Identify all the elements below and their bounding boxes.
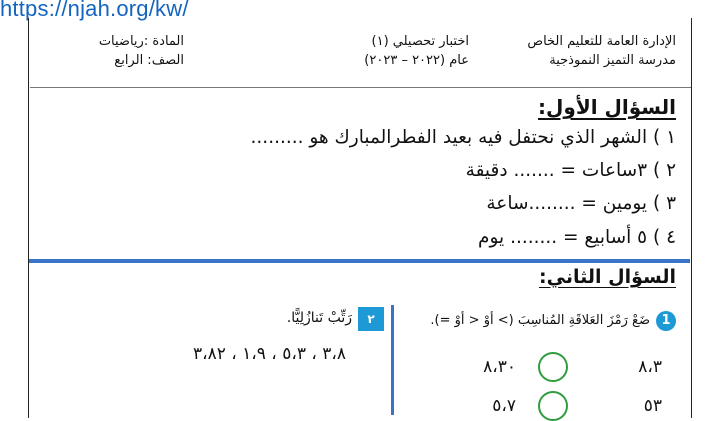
question-1-item-3: ٣ ) يومين = ........ساعة xyxy=(486,193,676,214)
compare-answer-circle-1[interactable] xyxy=(538,352,568,382)
subject-label: المادة :رياضيات xyxy=(98,34,184,49)
source-url[interactable]: https://njah.org/kw/ xyxy=(0,0,189,21)
question-2-title: السؤال الثاني: xyxy=(539,266,676,288)
column-divider xyxy=(391,305,394,415)
question-1-item-2: ٢ ) ٣ساعات = ....... دقيقة xyxy=(465,160,676,181)
part-1-instruction: ضَعْ رَمْزَ العَلاقَةِ المُناسِبَ (> أوْ < أوْ =). xyxy=(430,313,650,328)
part-2-numbers: ٣،٨ ، ٥،٣ ، ١،٩ ، ٣،٨٢ xyxy=(192,344,346,364)
section-divider xyxy=(29,259,690,263)
question-1-title: السؤال الأول: xyxy=(538,95,676,119)
school-name: مدرسة التميز النموذجية xyxy=(549,53,676,68)
question-1-item-4: ٤ ) ٥ أسابيع = ........ يوم xyxy=(478,227,676,248)
exam-title: اختبار تحصيلي (١) xyxy=(371,34,469,49)
part-2-badge: ٢ xyxy=(358,307,384,331)
compare-left-value-1: ٨،٣٠ xyxy=(483,357,516,377)
question-1-item-1: ١ ) الشهر الذي نحتفل فيه بعيد الفطرالمبارك هو ......... xyxy=(250,127,676,148)
compare-right-value-2: ٥٣ xyxy=(643,396,662,416)
compare-right-value-1: ٨،٣ xyxy=(638,357,662,377)
exam-year: عام (٢٠٢٢ – ٢٠٢٣) xyxy=(364,53,469,68)
part-1-badge: 1 xyxy=(656,311,676,331)
grade-label: الصف: الرابع xyxy=(114,53,184,68)
compare-answer-circle-2[interactable] xyxy=(538,391,568,421)
worksheet-frame xyxy=(28,18,692,418)
compare-left-value-2: ٥،٧ xyxy=(492,396,516,416)
part-2-instruction: رَتِّبْ تَنازُلِيًّا. xyxy=(286,310,352,326)
header-divider xyxy=(30,87,691,88)
org-name: الإدارة العامة للتعليم الخاص xyxy=(527,34,676,49)
